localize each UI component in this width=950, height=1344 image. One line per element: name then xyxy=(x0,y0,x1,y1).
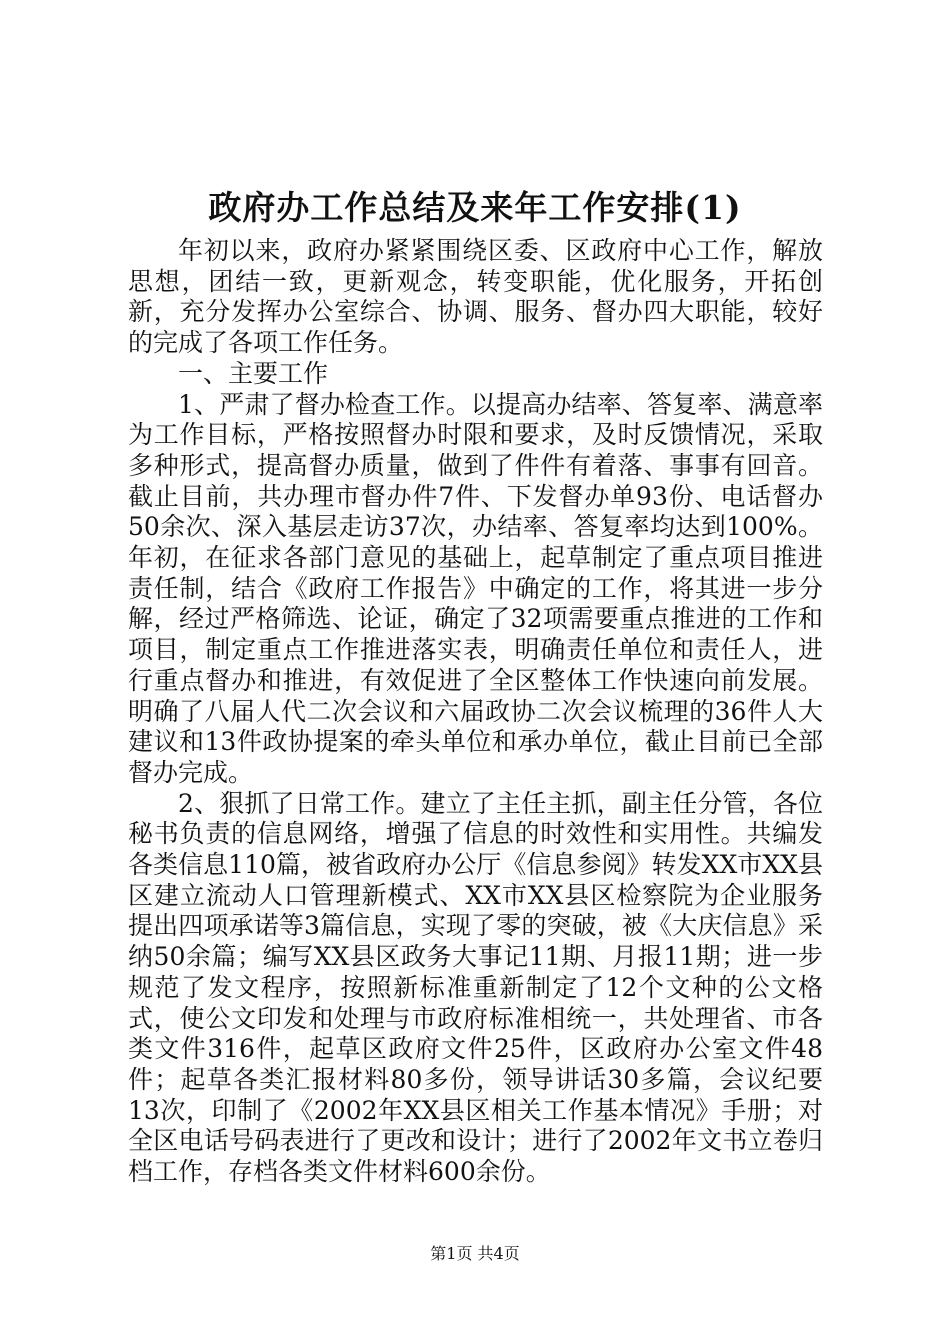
document-body xyxy=(128,236,823,1188)
paragraph-supervision: 1、严肃了督办检查工作。以提高办结率、答复率、满意率为工作目标，严格按照督办时限和要求，及时反馈情况，采取多种形式，提高督办质量，做到了件件有着落、事事有回音。截止目前，共办理市督办件7件、下发督办单93份、电话督办50余次、深入基层走访37次，办结率、答复率均达到100%。年初，在征求各部门意见的基础上，起草制定了重点项目推进责任制，结合《政府工作报告》中确定的工作，将其进一步分解，经过严格筛选、论证，确定了32项需要重点推进的工作和项目，制定重点工作推进落实表，明确责任单位和责任人，进行重点督办和推进，有效促进了全区整体工作快速向前发展。明确了八届人代二次会议和六届政协二次会议梳理的36件人大建议和13件政协提案的牵头单位和承办单位，截止目前已全部督办完成。 xyxy=(128,389,823,787)
document-title: 政府办工作总结及来年工作安排(1) xyxy=(208,188,742,227)
page-number-footer: 第1页 共4页 xyxy=(430,1244,520,1263)
section-heading-main-work: 一、主要工作 xyxy=(178,358,329,388)
paragraph-intro: 年初以来，政府办紧紧围绕区委、区政府中心工作，解放思想，团结一致，更新观念，转变职能，优化服务，开拓创新，充分发挥办公室综合、协调、服务、督办四大职能，较好的完成了各项工作任务。 xyxy=(128,236,823,358)
paragraph-daily-work: 2、狠抓了日常工作。建立了主任主抓，副主任分管，各位秘书负责的信息网络，增强了信息的时效性和实用性。共编发各类信息110篇，被省政府办公厅《信息参阅》转发XX市XX县区建立流动人口管理新模式、XX市XX县区检察院为企业服务提出四项承诺等3篇信息，实现了零的突破，被《大庆信息》采纳50余篇；编写XX县区政务大事记11期、月报11期；进一步规范了发文程序，按照新标准重新制定了12个文种的公文格式，使公文印发和处理与市政府标准相统一，共处理省、市各类文件316件，起草区政府文件25件，区政府办公室文件48件；起草各类汇报材料80多份，领导讲话30多篇，会议纪要13次，印制了《2002年XX县区相关工作基本情况》手册；对全区电话号码表进行了更改和设计；进行了2002年文书立卷归档工作，存档各类文件材料600余份。 xyxy=(128,788,823,1187)
